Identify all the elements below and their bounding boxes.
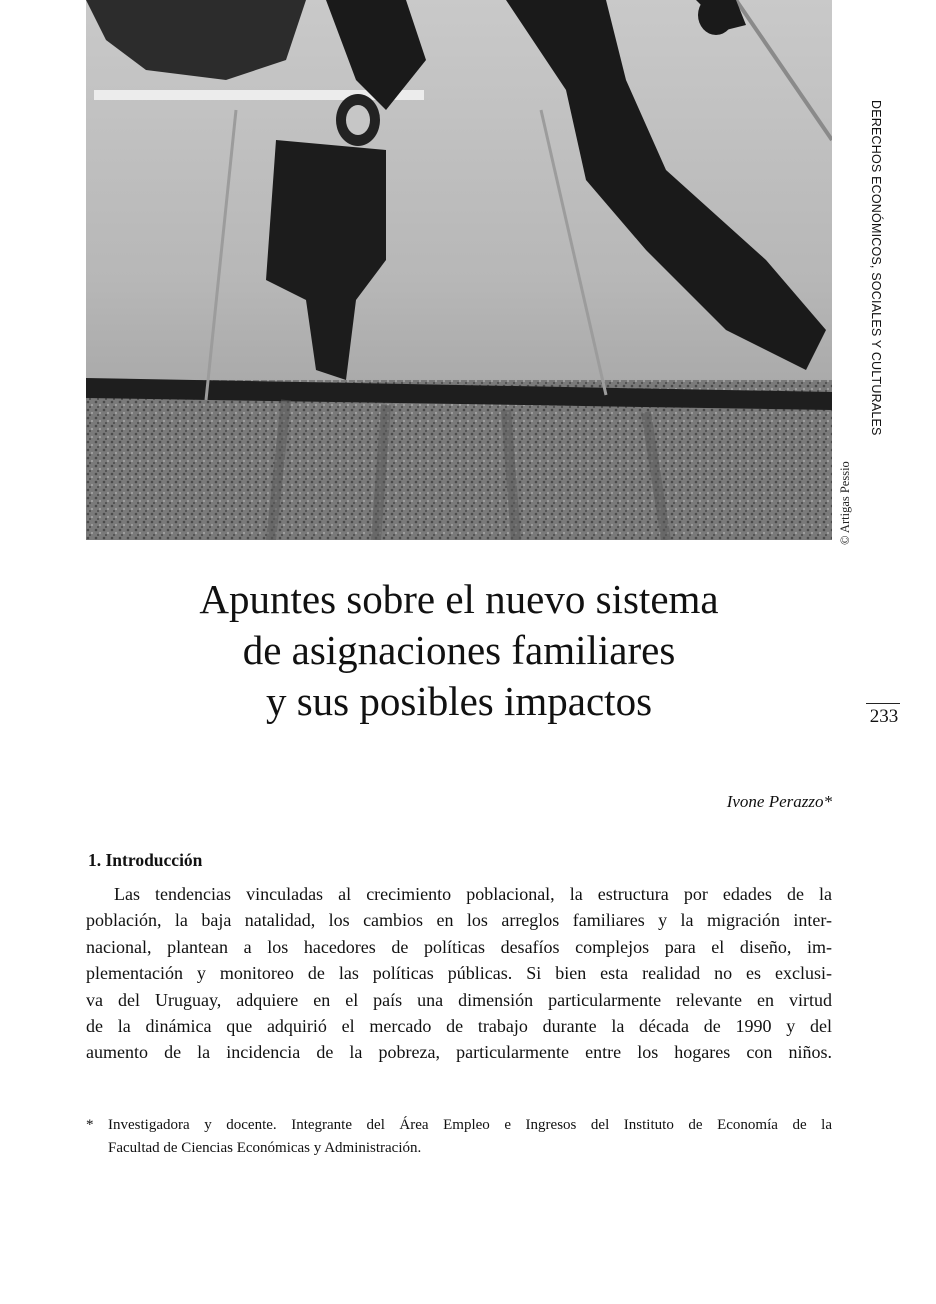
body-line: nacional, plantean a los hacedores de políticas desafíos complejos para el diseño, im- xyxy=(86,936,832,957)
footnote-line: Facultad de Ciencias Económicas y Administración. xyxy=(108,1140,422,1156)
title-line: de asignaciones familiares xyxy=(242,627,676,673)
body-line: plementación y monitoreo de las políticas públicas. Si bien esta realidad no es exclusi- xyxy=(86,963,832,984)
title-line: y sus posibles impactos xyxy=(265,678,653,724)
page-number-rule xyxy=(866,703,900,704)
section-heading: 1. Introducción xyxy=(88,850,203,870)
cover-photo xyxy=(86,0,832,540)
body-line: Las tendencias vinculadas al crecimiento poblacional, la estructura por edades de la xyxy=(114,884,832,904)
shadows-on-pavement-image xyxy=(86,0,832,540)
photo-credit: © Artigas Pessio xyxy=(838,461,852,545)
article-title xyxy=(86,574,832,727)
body-paragraph xyxy=(86,881,832,1066)
page-number: 233 xyxy=(869,706,899,727)
footnote xyxy=(86,1114,832,1160)
author-name: Ivone Perazzo* xyxy=(726,792,832,811)
body-line: va del Uruguay, adquiere en el país una dimensión particularmente relevante en virtud xyxy=(86,989,832,1010)
title-line: Apuntes sobre el nuevo sistema xyxy=(199,576,719,622)
running-head-section: DERECHOS ECONÓMICOS, SOCIALES Y CULTURALES xyxy=(869,100,883,436)
body-line: de la dinámica que adquirió el mercado de trabajo durante la década de 1990 y del xyxy=(86,1015,832,1036)
body-line: población, la baja natalidad, los cambios en los arreglos familiares y la migración inter- xyxy=(86,910,832,931)
footnote-marker: * xyxy=(86,1117,94,1133)
body-line: aumento de la incidencia de la pobreza, particularmente entre los hogares con niños. xyxy=(86,1042,832,1063)
footnote-line: Investigadora y docente. Integrante del Área Empleo e Ingresos del Instituto de Economía de la xyxy=(108,1117,832,1133)
